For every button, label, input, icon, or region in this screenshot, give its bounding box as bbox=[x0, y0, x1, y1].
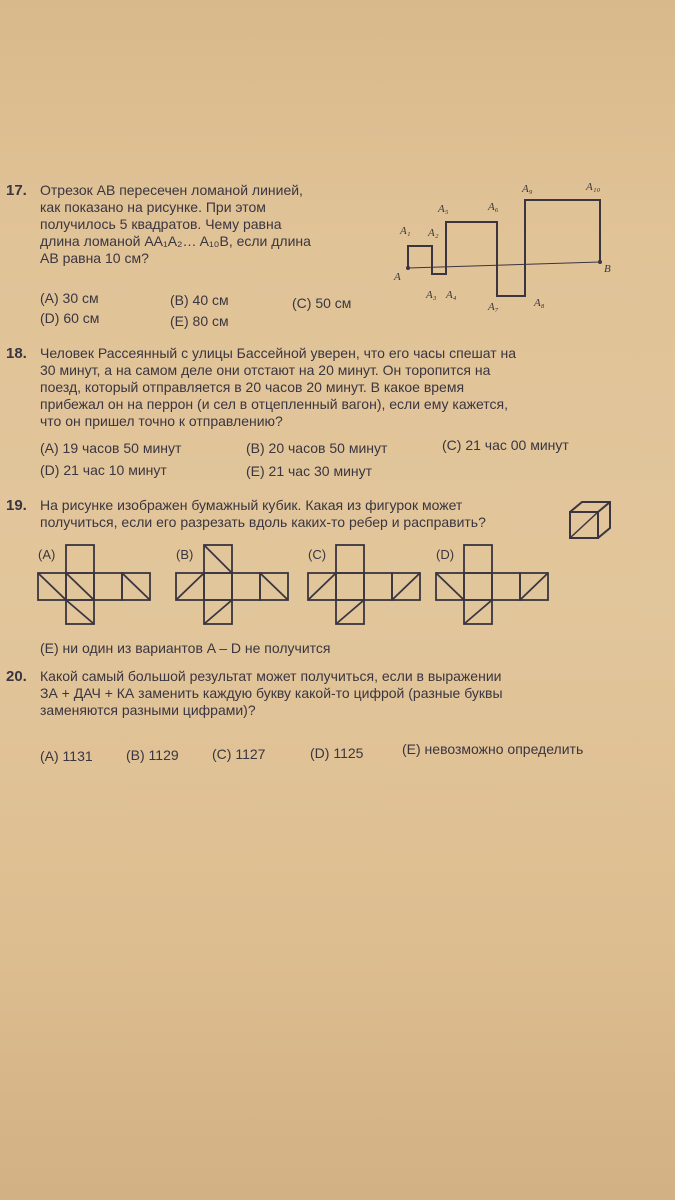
answer-c[interactable]: (C) 1127 bbox=[212, 746, 266, 762]
label-a1: A₁ bbox=[400, 225, 411, 237]
question-number: 18. bbox=[6, 345, 27, 362]
answer-d[interactable]: (D) 60 см bbox=[40, 310, 100, 326]
answer-a[interactable]: (A) 19 часов 50 минут bbox=[40, 440, 182, 456]
answer-d[interactable]: (D) 21 час 10 минут bbox=[40, 462, 167, 478]
answer-b[interactable]: (B) 40 см bbox=[170, 292, 229, 308]
answer-e[interactable]: (E) 80 см bbox=[170, 313, 229, 329]
label-a6: A₆ bbox=[488, 201, 499, 213]
label-a10: A₁₀ bbox=[586, 181, 601, 193]
net-label: (A) bbox=[38, 547, 56, 562]
net-c bbox=[306, 545, 422, 625]
cube-icon bbox=[568, 500, 614, 540]
question-text: Человек Рассеянный с улицы Бассейной уверен, что его часы спешат на 30 минут, а на самом деле они отстают на 20 минут. Он торопится на поезд, который отправляется в 20 часов 20 минут. В какое время прибежал он на перрон (и сел в отцепленный вагон), если ему кажется, что он пришел точно к отправлению? bbox=[40, 345, 517, 429]
net-label: (D) bbox=[436, 547, 455, 562]
label-b: B bbox=[604, 263, 611, 275]
label-a7: A₇ bbox=[488, 301, 499, 313]
label-a9: A₉ bbox=[522, 183, 533, 195]
answer-a[interactable]: (A) 1131 bbox=[40, 748, 93, 764]
label-a5: A₅ bbox=[438, 203, 449, 215]
question-text: Отрезок AB пересечен ломаной линией, как показано на рисунке. При этом получилось 5 квадратов. Чему равна длина ломаной AA₁A₂… A₁₀B, если длина AB равна 10 см? bbox=[40, 182, 311, 266]
net-label: (B) bbox=[176, 547, 194, 562]
question-text: Какой самый большой результат может получиться, если в выражении ЗА + ДАЧ + КА заменить каждую букву какой-то цифрой (разные буквы заменяются разными цифрами)? bbox=[40, 668, 503, 718]
question-number: 20. bbox=[6, 668, 27, 685]
answer-c[interactable]: (C) 21 час 00 минут bbox=[442, 437, 569, 453]
label-a2: A₂ bbox=[428, 227, 439, 239]
answer-d[interactable]: (D) 1125 bbox=[310, 745, 364, 761]
label-a4: A₄ bbox=[446, 289, 457, 301]
answer-e[interactable]: (E) невозможно определить bbox=[402, 741, 584, 757]
answer-c[interactable]: (C) 50 см bbox=[292, 295, 352, 311]
net-b bbox=[174, 545, 290, 625]
net-d bbox=[434, 545, 550, 625]
answer-b[interactable]: (B) 1129 bbox=[126, 747, 179, 763]
label-a8: A₈ bbox=[534, 297, 545, 309]
label-a3: A₃ bbox=[426, 289, 437, 301]
question-text: На рисунке изображен бумажный кубик. Какая из фигурок может получиться, если его разрезать вдоль каких-то ребер и расправить? bbox=[40, 497, 486, 530]
net-label: (C) bbox=[308, 547, 327, 562]
polyline-squares-figure bbox=[390, 178, 620, 318]
answer-e[interactable]: (E) ни один из вариантов A – D не получится bbox=[40, 640, 331, 656]
answer-e[interactable]: (E) 21 час 30 минут bbox=[246, 463, 373, 479]
question-number: 19. bbox=[6, 497, 27, 514]
net-a bbox=[36, 545, 152, 625]
answer-a[interactable]: (A) 30 см bbox=[40, 290, 99, 306]
answer-b[interactable]: (B) 20 часов 50 минут bbox=[246, 440, 388, 456]
question-number: 17. bbox=[6, 182, 27, 199]
label-a: A bbox=[394, 271, 401, 283]
